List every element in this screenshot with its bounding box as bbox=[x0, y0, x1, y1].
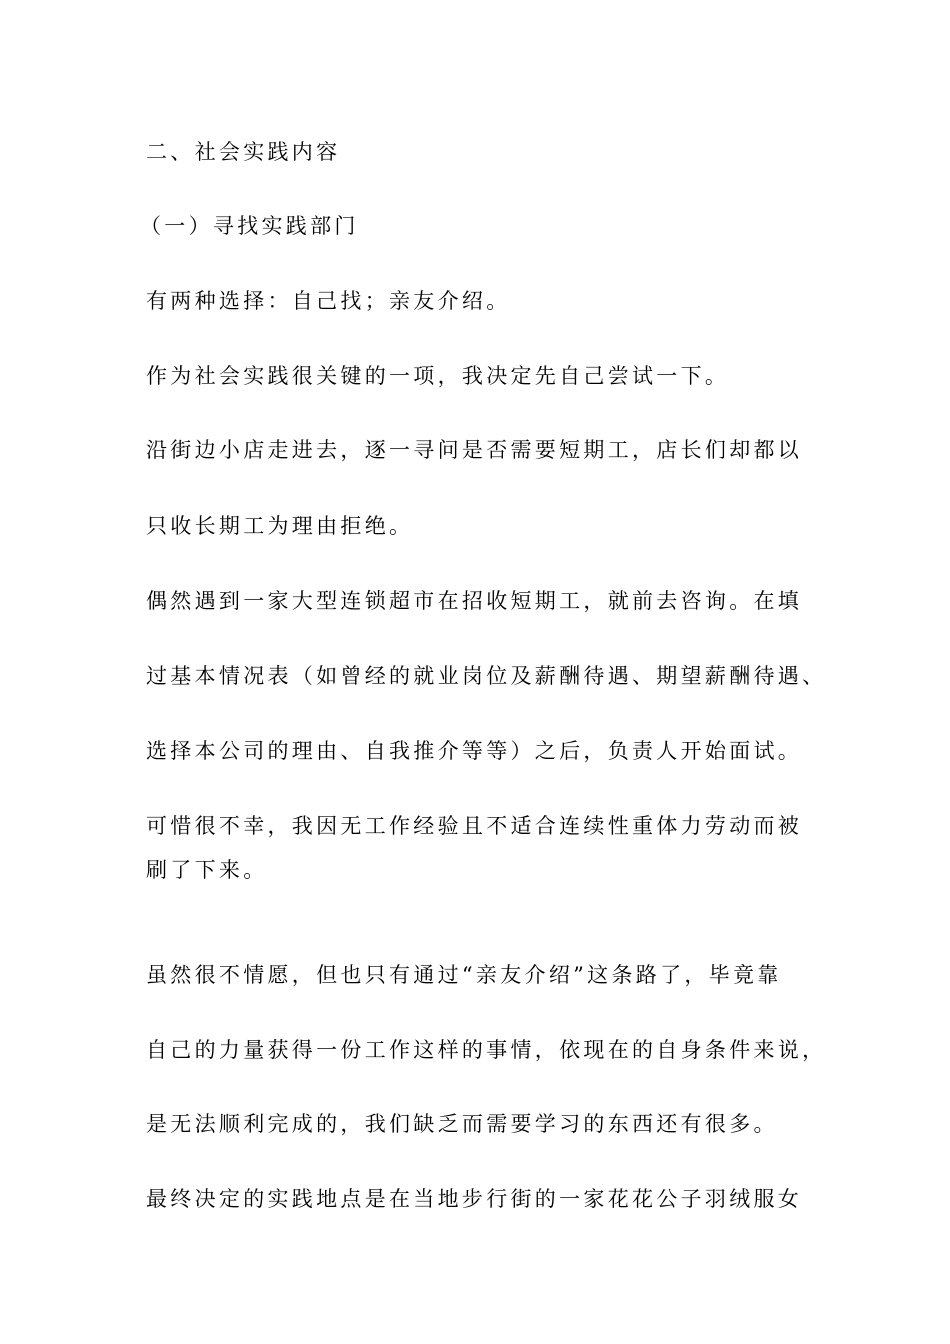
paragraph-line: 虽然很不情愿，但也只有通过“亲友介绍”这条路了，毕竟靠 bbox=[146, 963, 782, 987]
paragraph-line: 有两种选择：自己找；亲友介绍。 bbox=[146, 289, 511, 313]
paragraph-line: 刷了下来。 bbox=[146, 858, 268, 882]
paragraph-line: 选择本公司的理由、自我推介等等）之后，负责人开始面试。 bbox=[146, 739, 803, 763]
paragraph-line: 最终决定的实践地点是在当地步行街的一家花花公子羽绒服女 bbox=[146, 1187, 803, 1211]
paragraph-line: 作为社会实践很关键的一项，我决定先自己尝试一下。 bbox=[146, 364, 730, 388]
paragraph-line: 可惜很不幸，我因无工作经验且不适合连续性重体力劳动而被 bbox=[146, 814, 803, 838]
paragraph-line: 沿街边小店走进去，逐一寻问是否需要短期工，店长们却都以 bbox=[146, 438, 803, 462]
paragraph-line: 只收长期工为理由拒绝。 bbox=[146, 514, 414, 538]
paragraph-line: 是无法顺利完成的，我们缺乏而需要学习的东西还有很多。 bbox=[146, 1112, 778, 1136]
paragraph-line: 偶然遇到一家大型连锁超市在招收短期工，就前去咨询。在填 bbox=[146, 589, 803, 613]
subsection-heading: （一）寻找实践部门 bbox=[140, 214, 359, 238]
section-heading: 二、社会实践内容 bbox=[146, 140, 341, 164]
paragraph-line: 自己的力量获得一份工作这样的事情，依现在的自身条件来说， bbox=[146, 1038, 827, 1062]
paragraph-line: 过基本情况表（如曾经的就业岗位及薪酬待遇、期望薪酬待遇、 bbox=[146, 664, 827, 688]
